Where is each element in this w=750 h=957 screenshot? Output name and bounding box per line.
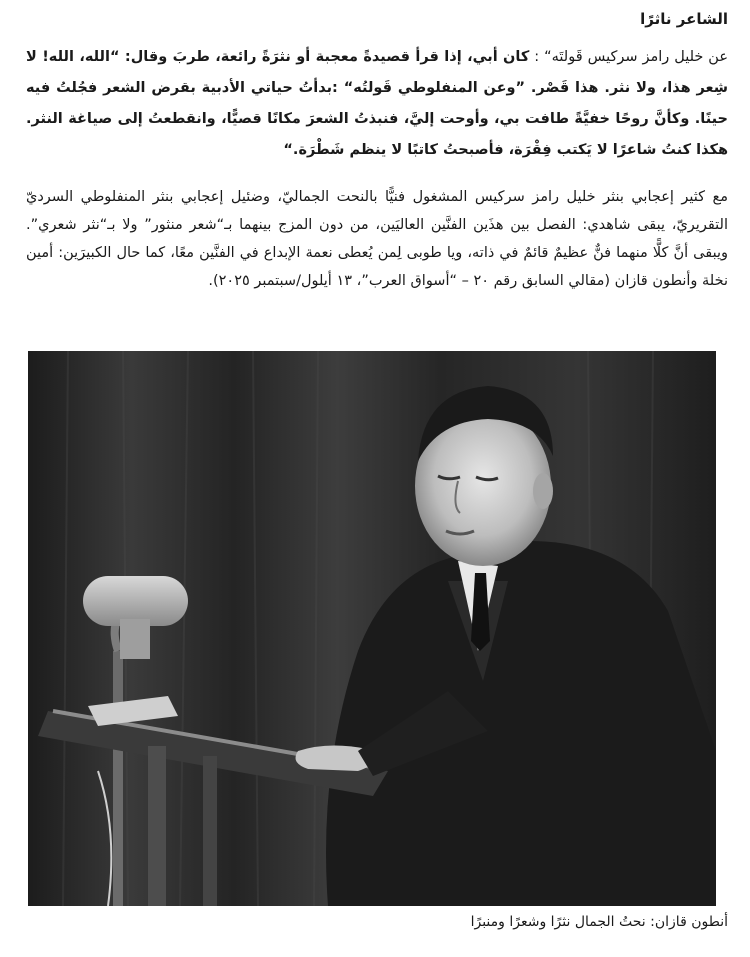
paragraph-quotes: [26, 42, 728, 166]
speaker-photo: [28, 351, 716, 906]
paragraph-quotes-intro: عن خليل رامز سركيس قَولتَه“ :: [534, 49, 728, 65]
speaker-photo-illustration: [28, 351, 716, 906]
photo-caption: أنطون قازان: نحتُ الجمال نثرًا وشعرًا ومنبرًا: [470, 914, 728, 930]
article-heading: الشاعر ناثرًا: [640, 10, 728, 28]
lectern-leg: [148, 746, 166, 906]
paragraph-quotes-text: كان أبي، إذا قرأ قصيدةً معجبة أو نثرَةً رائعة، طربَ وقال: “الله، الله! لا شِعر هذا، ولا نثر. هذا قَصْر. ”وعن المنفلوطي قَولتُه“ :بدأتُ حياتي الأدبية بقرض الشعر فجُلتُ فيه حينًا. وكأنَّ روحًا خفيَّةً طافت بي، وأوحت إليَّ، فنبذتُ الشعرَ مكانًا قصيًّا، وانقطعتُ إلى صياغة النثر. هكذا كنتُ شاعرًا لا يَكتب فِقْرَة، فأصبحتُ كاتبًا لا ينظم شَطْرَة.“: [26, 49, 728, 158]
mic-stand: [113, 651, 123, 906]
paragraph-commentary: مع كثير إعجابي بنثر خليل رامز سركيس المشغول فنيًّا بالنحت الجماليّ، وضئيل إعجابي بنثر المنفلوطي السرديّ التقريريّ، يبقى شاهدي: الفصل بين هذَين الفنَّين العاليَين، من دون المزج بينهما بـ“شعر منثور” ولا بـ“نثر شعري”. ويبقى أنَّ كلًّا منهما فنٌّ عظيمٌ قائمٌ في ذاته، ويا طوبى لِمن يُعطى نعمة الإبداع في الفنَّين معًا، كما حال الكبيرَين: أمين نخلة وأنطون قازان (مقالي السابق رقم ٢٠ – “أسواق العرب”، ١٣ أيلول/سبتمبر ٢٠٢٥).: [26, 189, 728, 289]
microphone: [83, 576, 188, 626]
